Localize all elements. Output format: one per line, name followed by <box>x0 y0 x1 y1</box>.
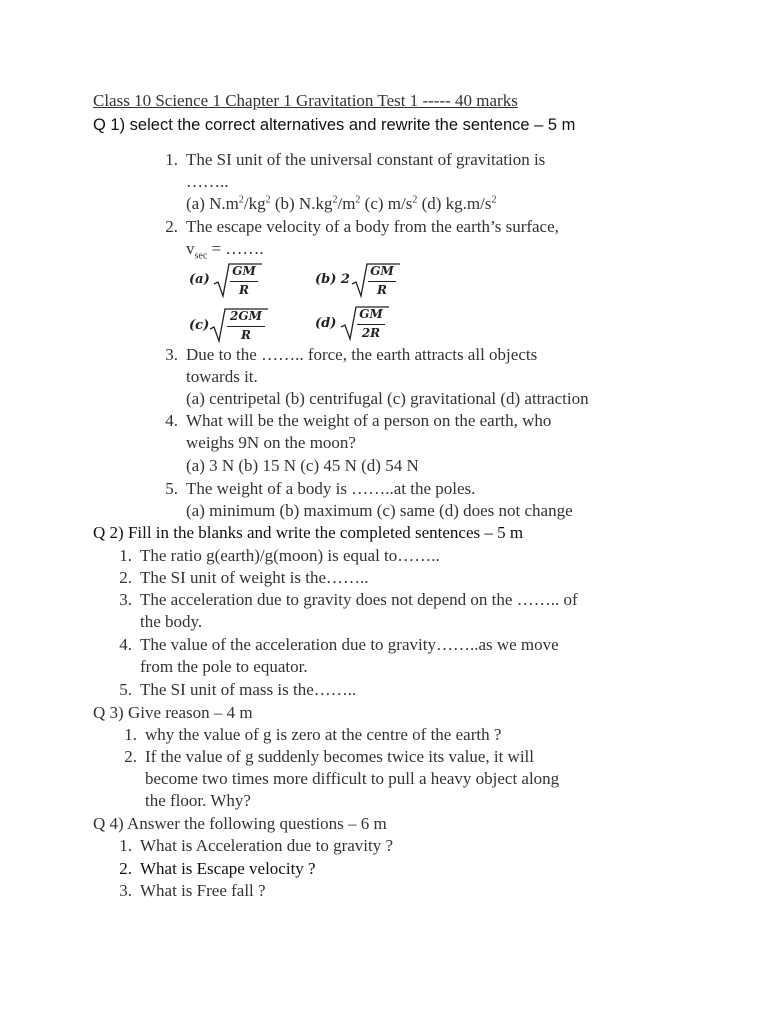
formula-a-numerator: GM <box>232 264 256 278</box>
q4-item-3-text: What is Free fall ? <box>140 881 266 900</box>
q4-item-2-text: What is Escape velocity ? <box>140 859 316 878</box>
q3-item-2-continuation-2: the floor. Why? <box>145 791 251 810</box>
formula-b-denominator: R <box>377 283 387 297</box>
formula-a-denominator: R <box>239 283 249 297</box>
q2-item-3-text: The acceleration due to gravity does not depend on the …….. of <box>140 590 578 609</box>
q1-item-4-number: 4. <box>165 411 178 430</box>
q1-item-4-text: What will be the weight of a person on the earth, who <box>186 411 552 430</box>
formula-b-fraction-bar <box>368 281 396 282</box>
q1-item-3-options: (a) centripetal (b) centrifugal (c) gravitational (d) attraction <box>186 389 589 408</box>
q3-item-2-continuation: become two times more difficult to pull a heavy object along <box>145 769 560 788</box>
q1-item-2-text: The escape velocity of a body from the earth’s surface, <box>186 217 559 236</box>
formula-c-denominator: R <box>241 328 251 342</box>
q1-item-1-continuation: …….. <box>186 172 229 191</box>
q1-item-4-options: (a) 3 N (b) 15 N (c) 45 N (d) 54 N <box>186 456 419 475</box>
q2-heading: Q 2) Fill in the blanks and write the completed sentences – 5 m <box>93 523 524 542</box>
formula-a-fraction-bar <box>230 281 258 282</box>
formula-c-label: (c) <box>189 318 210 333</box>
q1-item-5-text: The weight of a body is ……..at the poles. <box>186 479 476 498</box>
q1-item-5-options: (a) minimum (b) maximum (c) same (d) does not change <box>186 501 573 520</box>
q3-item-1-number: 1. <box>124 725 137 744</box>
q1-heading: Q 1) select the correct alternatives and rewrite the sentence – 5 m <box>93 116 576 134</box>
q1-item-2-continuation: $v_{sec}$ = ……. <box>186 239 264 262</box>
formula-b-numerator: GM <box>370 264 394 278</box>
q2-item-4-continuation: from the pole to equator. <box>140 657 308 676</box>
q1-item-5-number: 5. <box>165 479 178 498</box>
q2-item-3-number: 3. <box>119 590 132 609</box>
q3-heading: Q 3) Give reason – 4 m <box>93 703 253 722</box>
q3-item-2-text: If the value of g suddenly becomes twice its value, it will <box>145 747 535 766</box>
q1-item-2-number: 2. <box>165 217 178 236</box>
q1-item-1-options: (a) $N.m^2/kg^2$ (b) $N.kg^2/m^2$ (c) $m/s^2$ (d) $kg.m/s^2$ <box>186 194 497 213</box>
q1-item-3-continuation: towards it. <box>186 367 258 386</box>
formula-a-label: (a) <box>189 272 210 287</box>
q2-item-5-number: 5. <box>119 680 132 699</box>
q4-item-2-number: 2. <box>119 859 132 878</box>
q2-item-5-text: The SI unit of mass is the…….. <box>140 680 357 699</box>
q1-item-1-number: 1. <box>165 150 178 169</box>
q4-heading: Q 4) Answer the following questions – 6 m <box>93 814 387 833</box>
formula-d-fraction-bar <box>357 324 385 325</box>
q2-item-1-number: 1. <box>119 546 132 565</box>
q1-item-1-text: The SI unit of the universal constant of gravitation is <box>186 150 546 169</box>
q2-item-4-text: The value of the acceleration due to gravity……..as we move <box>140 635 559 654</box>
formula-c-numerator: 2GM <box>230 309 262 323</box>
formula-d-numerator: GM <box>359 307 383 321</box>
q3-item-2-number: 2. <box>124 747 137 766</box>
formula-d-denominator: 2R <box>361 326 381 340</box>
q4-item-1-text: What is Acceleration due to gravity ? <box>140 836 394 855</box>
q2-item-2-number: 2. <box>119 568 132 587</box>
q2-item-4-number: 4. <box>119 635 132 654</box>
q3-item-1-text: why the value of g is zero at the centre of the earth ? <box>145 725 502 744</box>
test-title: Class 10 Science 1 Chapter 1 Gravitation Test 1 ----- 40 marks <box>93 91 518 110</box>
formula-c-fraction-bar <box>227 326 265 327</box>
q1-item-3-text: Due to the …….. force, the earth attracts all objects <box>186 345 538 364</box>
formula-d-label: (d) <box>315 316 337 331</box>
q2-item-2-text: The SI unit of weight is the…….. <box>140 568 369 587</box>
formula-b-label: (b) 2 <box>315 272 350 287</box>
q1-item-3-number: 3. <box>165 345 178 364</box>
q2-item-3-continuation: the body. <box>140 612 203 631</box>
q4-item-1-number: 1. <box>119 836 132 855</box>
q2-item-1-text: The ratio g(earth)/g(moon) is equal to…….. <box>140 546 440 565</box>
q1-item-4-continuation: weighs 9N on the moon? <box>186 433 356 452</box>
q4-item-3-number: 3. <box>119 881 132 900</box>
